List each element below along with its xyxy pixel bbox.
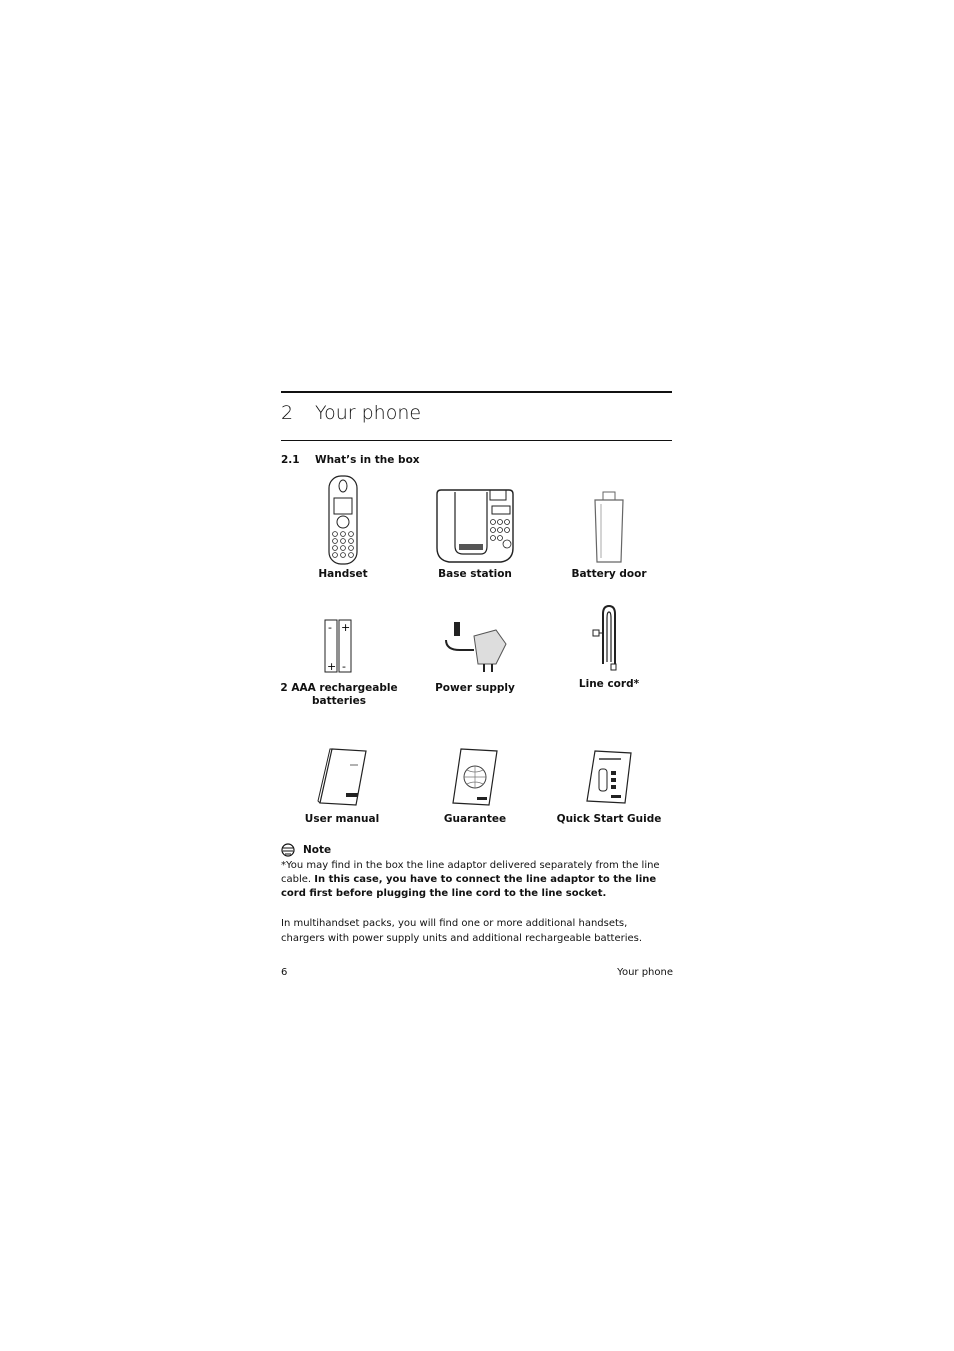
batteries-icon	[319, 618, 359, 674]
top-rule	[281, 391, 672, 393]
line-cord-icon	[589, 604, 629, 672]
item-label: Battery door	[571, 568, 647, 580]
note-text-plain: *You may find in the box the line adaptor delivered separately from the line cable.	[281, 860, 660, 885]
item-batteries	[274, 618, 404, 708]
item-label: 2 AAA rechargeable batteries	[280, 682, 398, 707]
note-icon	[281, 843, 295, 857]
note-text-bold: In this case, you have to connect the line adaptor to the line cord first before plugging the line cord to the line socket.	[281, 874, 657, 899]
svg-text:-: -	[328, 621, 332, 634]
quick-start-guide-icon	[581, 747, 637, 807]
user-manual-icon	[314, 747, 370, 807]
item-label: Quick Start Guide	[556, 813, 662, 825]
item-guarantee	[410, 747, 540, 826]
chapter-title: Your phone	[315, 402, 422, 424]
item-power-supply	[410, 616, 540, 695]
item-label: Base station	[438, 568, 512, 580]
page-number: 6	[281, 967, 288, 978]
item-base-station	[410, 486, 540, 581]
item-label: Handset	[318, 568, 368, 580]
item-label: User manual	[304, 813, 380, 825]
multihandset-paragraph: In multihandset packs, you will find one or more additional handsets, chargers with power supply units and additional rechargeable batteries.	[281, 918, 643, 944]
note-heading	[281, 843, 331, 857]
item-line-cord	[544, 604, 674, 691]
section-title: What’s in the box	[315, 454, 420, 466]
item-label: Guarantee	[443, 813, 507, 825]
chapter-number: 2	[281, 402, 294, 424]
chapter-rule	[281, 440, 672, 441]
base-station-icon	[433, 486, 517, 566]
power-supply-icon	[440, 616, 510, 676]
footer-section-title: Your phone	[617, 967, 673, 978]
item-handset	[278, 474, 408, 581]
battery-door-icon	[589, 490, 629, 566]
svg-text:-: -	[342, 660, 346, 673]
svg-text:+: +	[327, 660, 337, 673]
svg-text:+: +	[341, 621, 351, 634]
guarantee-icon	[447, 747, 503, 807]
item-user-manual	[277, 747, 407, 826]
section-number: 2.1	[281, 454, 300, 466]
handset-icon	[323, 474, 363, 566]
item-label: Power supply	[435, 682, 515, 694]
item-label: Line cord*	[578, 678, 640, 690]
note-text	[281, 859, 673, 901]
note-heading-label: Note	[303, 844, 332, 856]
item-quick-start-guide	[544, 747, 674, 826]
item-battery-door	[544, 490, 674, 581]
